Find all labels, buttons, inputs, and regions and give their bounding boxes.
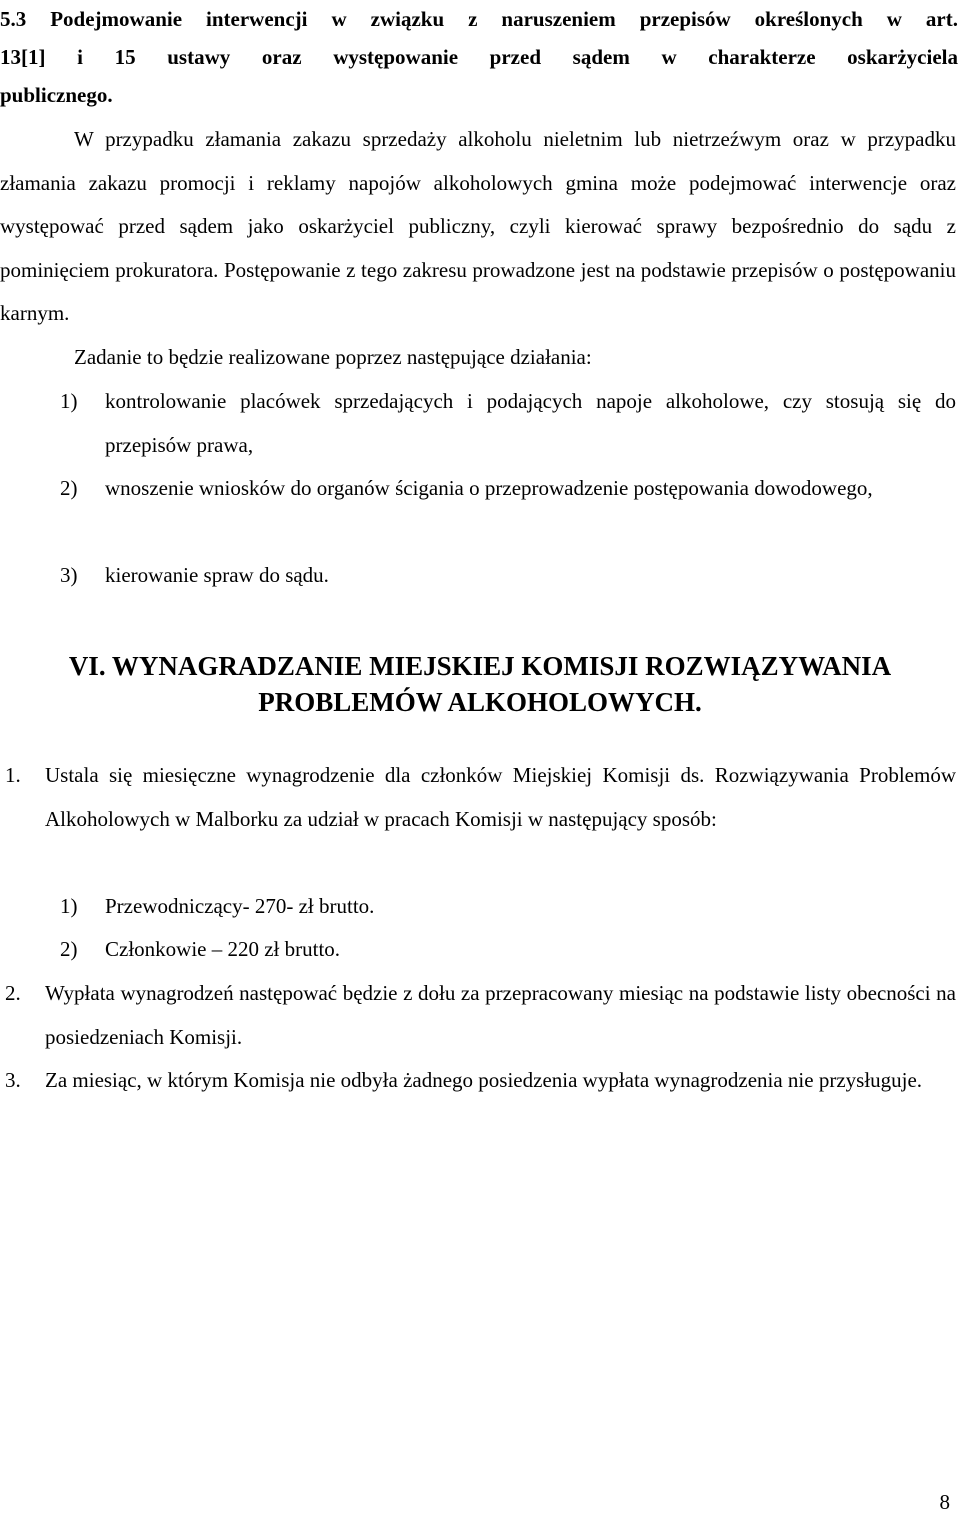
list-item — [60, 467, 956, 511]
list-number: 2) — [60, 476, 78, 500]
list-number: 1) — [60, 389, 78, 413]
list-number: 2) — [60, 937, 78, 961]
heading-line-2: 13[1] i 15 ustawy oraz występowanie przed sądem w charakterze oskarżyciela — [0, 45, 958, 69]
list-text: Członkowie – 220 zł brutto. — [105, 937, 341, 961]
list-item — [60, 554, 956, 598]
paragraph-intervention: W przypadku złamania zakazu sprzedaży alkoholu nieletnim lub nietrzeźwym oraz w przypadku złamania zakazu promocji i reklamy napojów alkoholowych gmina może podejmować interwencje oraz występować przed sądem jako oskarżyciel publiczny, czyli kierować sprawy bezpośrednio do sądu z pominięciem prokuratora. Postępowanie z tego zakresu prowadzone jest na podstawie przepisów o postępowaniu karnym. — [0, 127, 956, 325]
list-text: Ustala się miesięczne wynagrodzenie dla członków Miejskiej Komisji ds. Rozwiązywania Problemów Alkoholowych w Malborku za udział w pracach Komisji w następujący sposób: — [45, 763, 956, 831]
paragraph-tasks-intro: Zadanie to będzie realizowane poprzez następujące działania: — [74, 345, 592, 369]
list-item — [5, 754, 956, 841]
list-text: kierowanie spraw do sądu. — [105, 563, 329, 587]
list-item — [5, 972, 956, 1059]
list-item — [60, 380, 956, 467]
list-text: kontrolowanie placówek sprzedających i podających napoje alkoholowe, czy stosują się do przepisów prawa, — [105, 389, 956, 457]
list-text: Za miesiąc, w którym Komisja nie odbyła żadnego posiedzenia wypłata wynagrodzenia nie przysługuje. — [45, 1068, 923, 1092]
list-text: Wypłata wynagrodzeń następować będzie z dołu za przepracowany miesiąc na podstawie listy obecności na posiedzeniach Komisji. — [45, 981, 956, 1049]
list-text: wnoszenie wniosków do organów ścigania o przeprowadzenie postępowania dowodowego, — [105, 476, 873, 500]
list-number: 3. — [5, 1068, 21, 1092]
heading-line-1: 5.3 Podejmowanie interwencji w związku z naruszeniem przepisów określonych w art. — [0, 7, 958, 31]
heading-line-3: publicznego. — [0, 83, 113, 107]
section-title — [0, 648, 960, 720]
section-title-line-1: VI. WYNAGRADZANIE MIEJSKIEJ KOMISJI ROZWIĄZYWANIA — [68, 651, 892, 681]
list-item — [5, 1059, 956, 1103]
list-item — [60, 885, 956, 929]
list-text: Przewodniczący- 270- zł brutto. — [105, 894, 375, 918]
list-number: 3) — [60, 563, 78, 587]
section-title-line-2: PROBLEMÓW ALKOHOLOWYCH. — [258, 687, 702, 717]
list-number: 1) — [60, 894, 78, 918]
page-number: 8 — [939, 1490, 950, 1514]
list-item — [60, 928, 956, 972]
subsection-heading — [0, 0, 958, 114]
list-number: 2. — [5, 981, 21, 1005]
list-number: 1. — [5, 763, 21, 787]
